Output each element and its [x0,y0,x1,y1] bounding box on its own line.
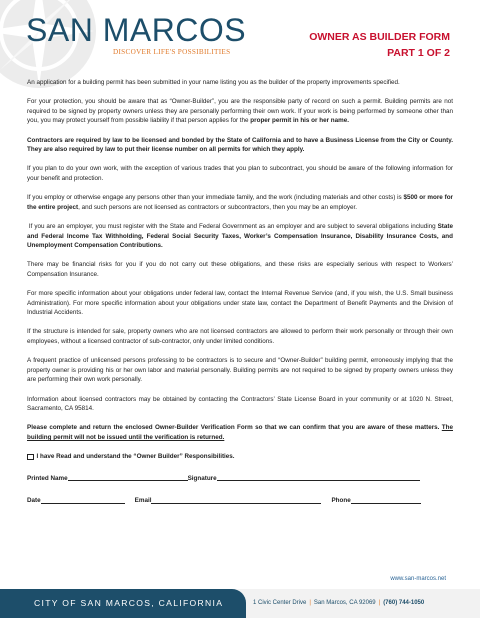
footer-street: 1 Civic Center Drive [253,600,307,606]
phone-field[interactable] [351,496,421,504]
date-label: Date [27,497,41,505]
acknowledgement-label: I have Read and understand the “Owner Builder” Responsibilities. [36,453,235,461]
paragraph-employ-text-b: , and such persons are not licensed as contractors or subcontractors, then you may be an employer. [78,203,358,211]
acknowledgement-checkbox[interactable] [27,454,34,461]
paragraph-employer-bold: State and Federal Income Tax Withholding, Federal Social Security Taxes, Worker’s Compensation Insurance, Disability Insurance Costs, and Unemployment Compensation Contributions. [27,222,455,250]
form-title-line-2: PART 1 OF 2 [387,47,450,59]
paragraph-verification-bold: Please complete and return the enclosed Owner-Builder Verification Form so that we can confirm that you are aware of these matters. [27,424,442,432]
email-field[interactable] [151,496,321,504]
footer-separator-2: | [378,600,381,606]
date-field[interactable] [41,496,125,504]
paragraph-protection [27,97,453,126]
paragraph-for-sale: If the structure is intended for sale, property owners who are not licensed contractors are allowed to perform their work personally or through their own employees, without a licensed contractor of sub-contractor, only under limited conditions. [27,328,453,346]
footer-separator-1: | [309,600,311,606]
paragraph-protection-text: For your protection, you should be aware that as “Owner-Builder”, you are the responsible party of record on such a permit. Building permits are not required to be signed by property owners unless they are personally performing their own work. If your work is being performed by someone other than you, you may protect yourself from possible liability if that person applies for the [27,98,453,125]
date-email-phone-row [27,496,453,506]
name-signature-row [27,474,453,484]
paragraph-own-work: If you plan to do your own work, with the exception of various trades that you plan to subcontract, you should be aware of the following information for your benefit and protection. [27,165,453,182]
signature-label: Signature [187,474,217,482]
paragraph-protection-bold: proper permit in his or her name. [250,117,349,125]
paragraph-employ [27,193,453,212]
form-title-line-1: OWNER AS BUILDER FORM [309,31,450,43]
footer-address [253,600,424,606]
acknowledgement-row [27,452,453,462]
email-label: Email [134,497,152,505]
paragraph-verification [27,423,453,442]
paragraph-verification-underlined: The building permit will not be issued until the verification is returned. [27,424,453,441]
paragraph-employ-text-a: If you employ or otherwise engage any persons other than your immediate family, and the work (including materials and other costs) is [27,194,404,202]
signature-field[interactable] [217,474,420,482]
letter-body [27,78,453,506]
logo-title: SAN MARCOS [26,12,247,48]
logo-tagline: DISCOVER LIFE'S POSSIBILITIES [113,48,231,56]
footer-city-zip: San Marcos, CA 92069 [313,600,376,606]
paragraph-employ-bold: $500 or more for the entire project [27,194,453,211]
paragraph-employer-text: If you are an employer, you must register with the State and Federal Government as an employer and are subject to several obligations including [27,222,438,230]
phone-label: Phone [331,497,351,505]
paragraph-financial-risks: There may be financial risks for you if you do not carry out these obligations, and these risks are especially serious with respect to Workers’ Compensation Insurance. [27,261,453,278]
paragraph-employer-obligations [27,222,453,251]
paragraph-unlicensed-practice: A frequent practice of unlicensed persons professing to be contractors is to secure and “Owner-Builder” building permit, erroneously implying that the property owner is providing his or her own labor and material personally. Building permits are not required to be signed by property owners unless they are performing their own work personally. [27,357,453,384]
website-link[interactable]: www.san-marcos.net [390,576,446,582]
paragraph-contractor-law-bold: Contractors are required by law to be licensed and bonded by the State of California and to have a Business License from the City or County. They are also required by law to put their license number on all permits for which they apply. [27,136,453,154]
paragraph-contractor-law [27,136,453,155]
paragraph-license-board: Information about licensed contractors may be obtained by contacting the Contractors’ State License Board in your community or at 1020 N. Street, Sacramento, CA 95814. [27,395,453,413]
paragraph-application: An application for a building permit has been submitted in your name listing you as the builder of the property improvements specified. [27,79,400,86]
printed-name-field[interactable] [68,474,188,482]
footer-city-name: CITY OF SAN MARCOS, CALIFORNIA [34,598,224,608]
footer-phone: (760) 744-1050 [383,600,425,606]
printed-name-label: Printed Name [27,474,68,482]
paragraph-more-info: For more specific information about your obligations under federal law, contact the Internal Revenue Service (and, if you wish, the U.S. Small business Administration). For more specific information about your obligations under state law, contact the Department of Benefit Payments and the Division of Industrial Accidents. [27,290,453,317]
form-title [309,29,450,61]
